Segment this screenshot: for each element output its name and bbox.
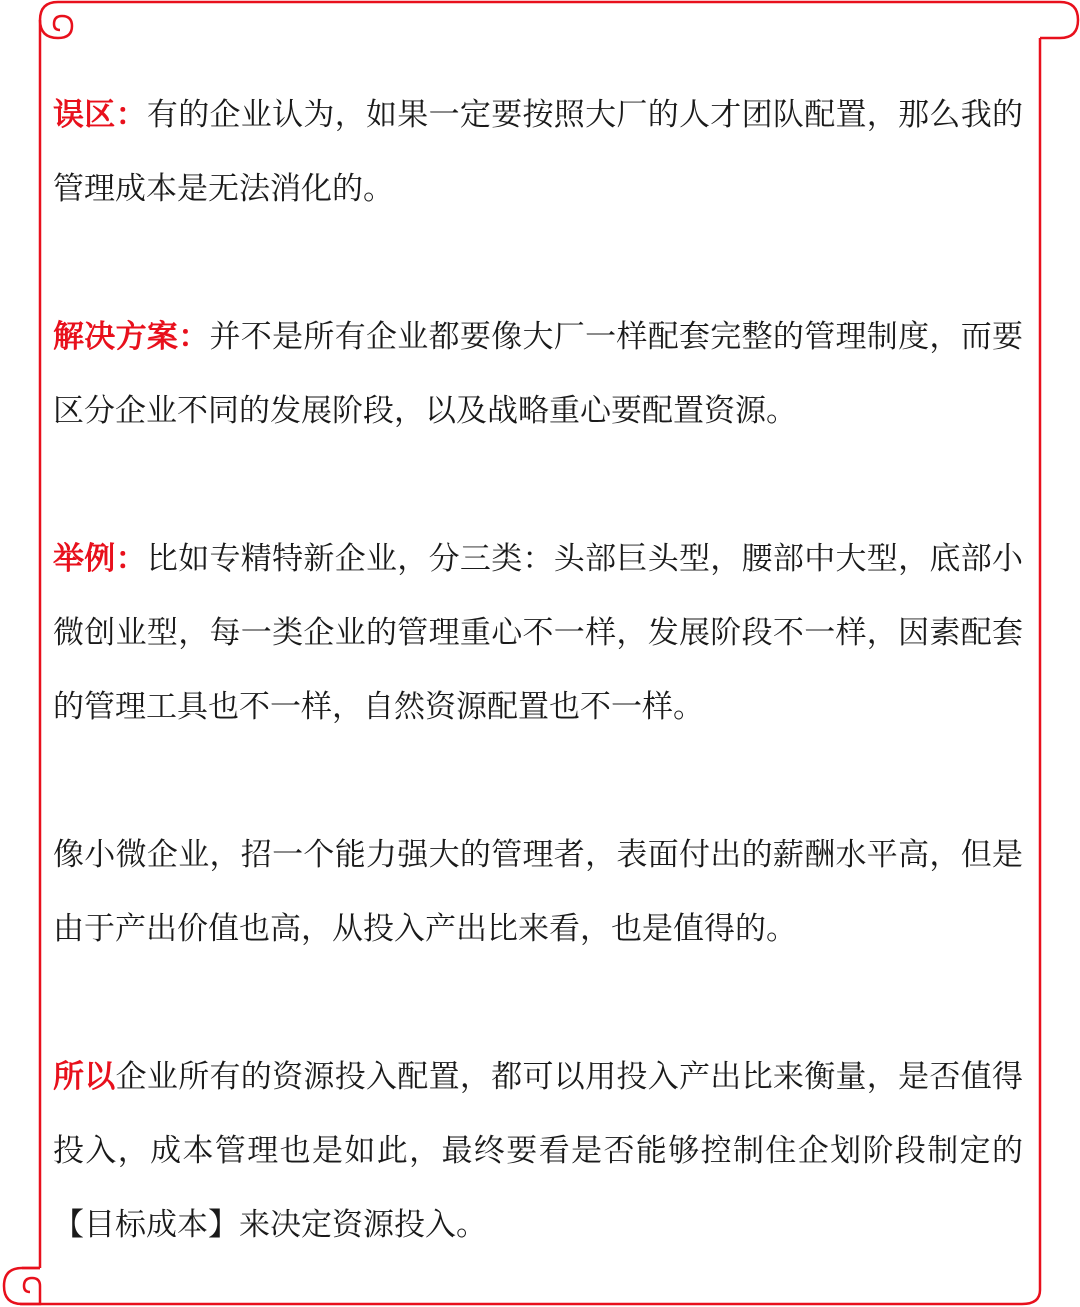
text-example: 比如专精特新企业，分三类：头部巨头型，腰部中大型，底部小微创业型，每一类企业的管理重心不一样，发展阶段不一样，因素配套的管理工具也不一样，自然资源配置也不一样。: [53, 541, 1024, 725]
label-misconception: 误区：: [53, 97, 147, 133]
label-conclusion: 所以: [53, 1059, 116, 1095]
article-body: [53, 78, 1023, 1262]
paragraph-conclusion: [53, 1040, 1023, 1262]
label-example: 举例：: [53, 541, 147, 577]
scroll-top-edge: [58, 2, 1078, 38]
text-misconception: 有的企业认为，如果一定要按照大厂的人才团队配置，那么我的管理成本是无法消化的。: [53, 97, 1024, 207]
scroll-top-left-curl: [40, 2, 72, 38]
label-solution: 解决方案：: [53, 319, 210, 355]
paragraph-solution: [53, 300, 1023, 448]
paragraph-misconception: [53, 78, 1023, 226]
scroll-bottom-edge: [20, 1268, 1040, 1304]
text-conclusion: 企业所有的资源投入配置，都可以用投入产出比来衡量，是否值得投入，成本管理也是如此，最终要看是否能够控制住企划阶段制定的【目标成本】来决定资源投入。: [53, 1059, 1024, 1243]
paragraph-example: [53, 522, 1023, 744]
paragraph-small-business: [53, 818, 1023, 966]
scroll-bottom-left-curl: [4, 1268, 40, 1304]
text-solution: 并不是所有企业都要像大厂一样配套完整的管理制度，而要区分企业不同的发展阶段，以及战略重心要配置资源。: [53, 319, 1023, 429]
text-small-business: 像小微企业，招一个能力强大的管理者，表面付出的薪酬水平高，但是由于产出价值也高，从投入产出比来看，也是值得的。: [53, 837, 1023, 947]
